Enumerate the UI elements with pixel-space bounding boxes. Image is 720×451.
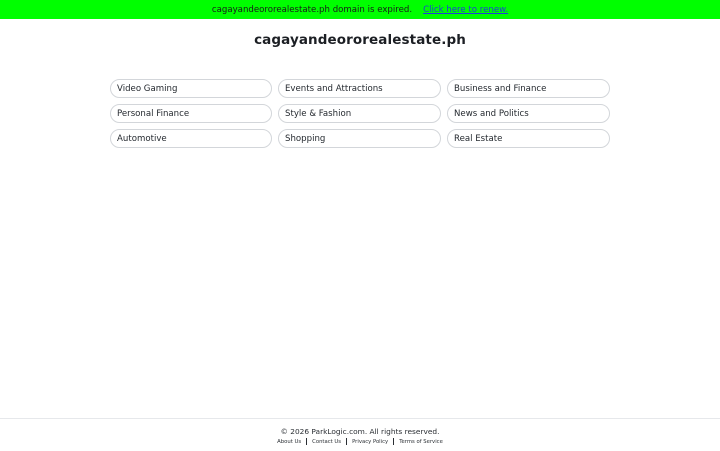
- link-separator: [393, 438, 394, 445]
- privacy-policy-link[interactable]: Privacy Policy: [352, 438, 389, 445]
- category-real-estate[interactable]: Real Estate: [447, 129, 610, 148]
- category-automotive[interactable]: Automotive: [110, 129, 272, 148]
- copyright-text: © 2026 ParkLogic.com. All rights reserved.: [280, 427, 440, 436]
- category-personal-finance[interactable]: Personal Finance: [110, 104, 272, 123]
- category-events-and-attractions[interactable]: Events and Attractions: [278, 79, 441, 98]
- footer-links: [0, 438, 720, 445]
- contact-us-link[interactable]: Contact Us: [312, 438, 342, 445]
- category-business-and-finance[interactable]: Business and Finance: [447, 79, 610, 98]
- category-video-gaming[interactable]: Video Gaming: [110, 79, 272, 98]
- renew-link[interactable]: Click here to renew.: [423, 4, 509, 15]
- category-shopping[interactable]: Shopping: [278, 129, 441, 148]
- banner-message: cagayandeororealestate.ph domain is expired.: [211, 4, 413, 15]
- expired-domain-banner: [0, 0, 720, 19]
- link-separator: [346, 438, 347, 445]
- link-separator: [306, 438, 307, 445]
- about-us-link[interactable]: About Us: [277, 438, 302, 445]
- page-title: cagayandeororealestate.ph: [254, 32, 466, 48]
- category-grid: [110, 79, 610, 148]
- category-news-and-politics[interactable]: News and Politics: [447, 104, 610, 123]
- terms-of-service-link[interactable]: Terms of Service: [399, 438, 443, 445]
- footer: [0, 418, 720, 451]
- category-style-and-fashion[interactable]: Style & Fashion: [278, 104, 441, 123]
